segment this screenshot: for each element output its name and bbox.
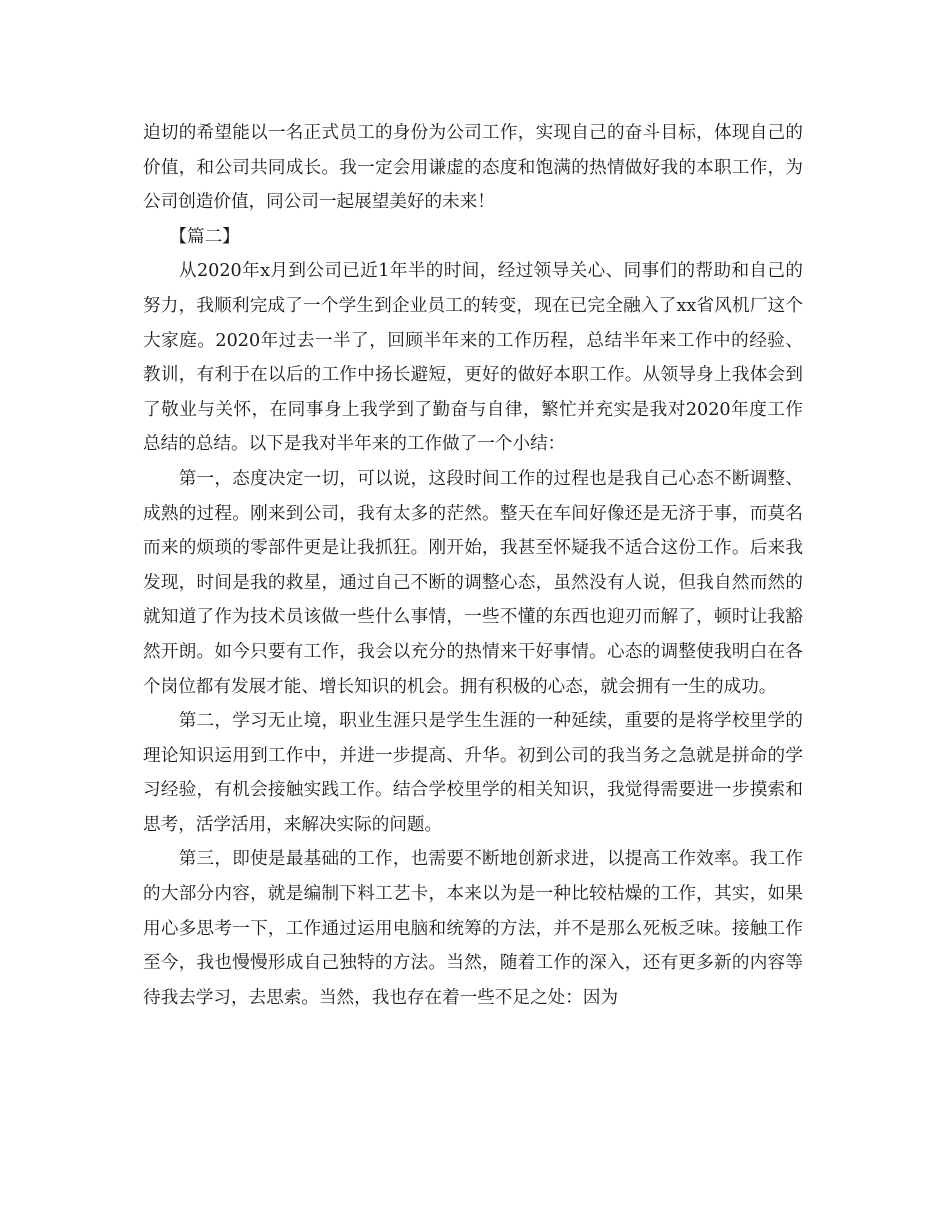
paragraph-continuation: 迫切的希望能以一名正式员工的身份为公司工作，实现自己的奋斗目标，体现自己的价值，和公司共同成长。我一定会用谦虚的态度和饱满的热情做好我的本职工作，为公司创造价值，同公司一起展望美好的未来！ xyxy=(143,123,803,213)
section-heading: 【篇二】 xyxy=(143,226,240,247)
paragraph-point-one: 第一，态度决定一切，可以说，这段时间工作的过程也是我自己心态不断调整、成熟的过程。刚来到公司，我有太多的茫然。整天在车间好像还是无济于事，而莫名而来的烦琐的零部件更是让我抓狂。刚开始，我甚至怀疑我不适合这份工作。后来我发现，时间是我的救星，通过自己不断的调整心态，虽然没有人说，但我自然而然的就知道了作为技术员该做一些什么事情，一些不懂的东西也迎刃而解了，顿时让我豁然开朗。如今只要有工作，我会以充分的热情来干好事情。心态的调整使我明白在各个岗位都有发展才能、增长知识的机会。拥有积极的心态，就会拥有一生的成功。 xyxy=(143,468,803,697)
paragraph-point-three: 第三，即使是最基础的工作，也需要不断地创新求进，以提高工作效率。我工作的大部分内容，就是编制下料工艺卡，本来以为是一种比较枯燥的工作，其实，如果用心多思考一下，工作通过运用电脑和统筹的方法，并不是那么死板乏味。接触工作至今，我也慢慢形成自己独特的方法。当然，随着工作的深入，还有更多新的内容等待我去学习，去思索。当然，我也存在着一些不足之处：因为 xyxy=(143,849,803,1008)
paragraph-intro: 从2020年x月到公司已近1年半的时间，经过领导关心、同事们的帮助和自己的努力，我顺利完成了一个学生到企业员工的转变，现在已完全融入了xx省风机厂这个大家庭。2020年过去一半了，回顾半年来的工作历程，总结半年来工作中的经验、教训，有利于在以后的工作中扬长避短，更好的做好本职工作。从领导身上我体会到了敬业与关怀，在同事身上我学到了勤奋与自律，繁忙并充实是我对2020年度工作总结的总结。以下是我对半年来的工作做了一个小结： xyxy=(143,261,803,455)
paragraph-point-two: 第二，学习无止境，职业生涯只是学生生涯的一种延续，重要的是将学校里学的理论知识运用到工作中，并进一步提高、升华。初到公司的我当务之急就是拼命的学习经验，有机会接触实践工作。结合学校里学的相关知识，我觉得需要进一步摸索和思考，活学活用，来解决实际的问题。 xyxy=(143,711,803,835)
document-body xyxy=(143,116,803,1015)
